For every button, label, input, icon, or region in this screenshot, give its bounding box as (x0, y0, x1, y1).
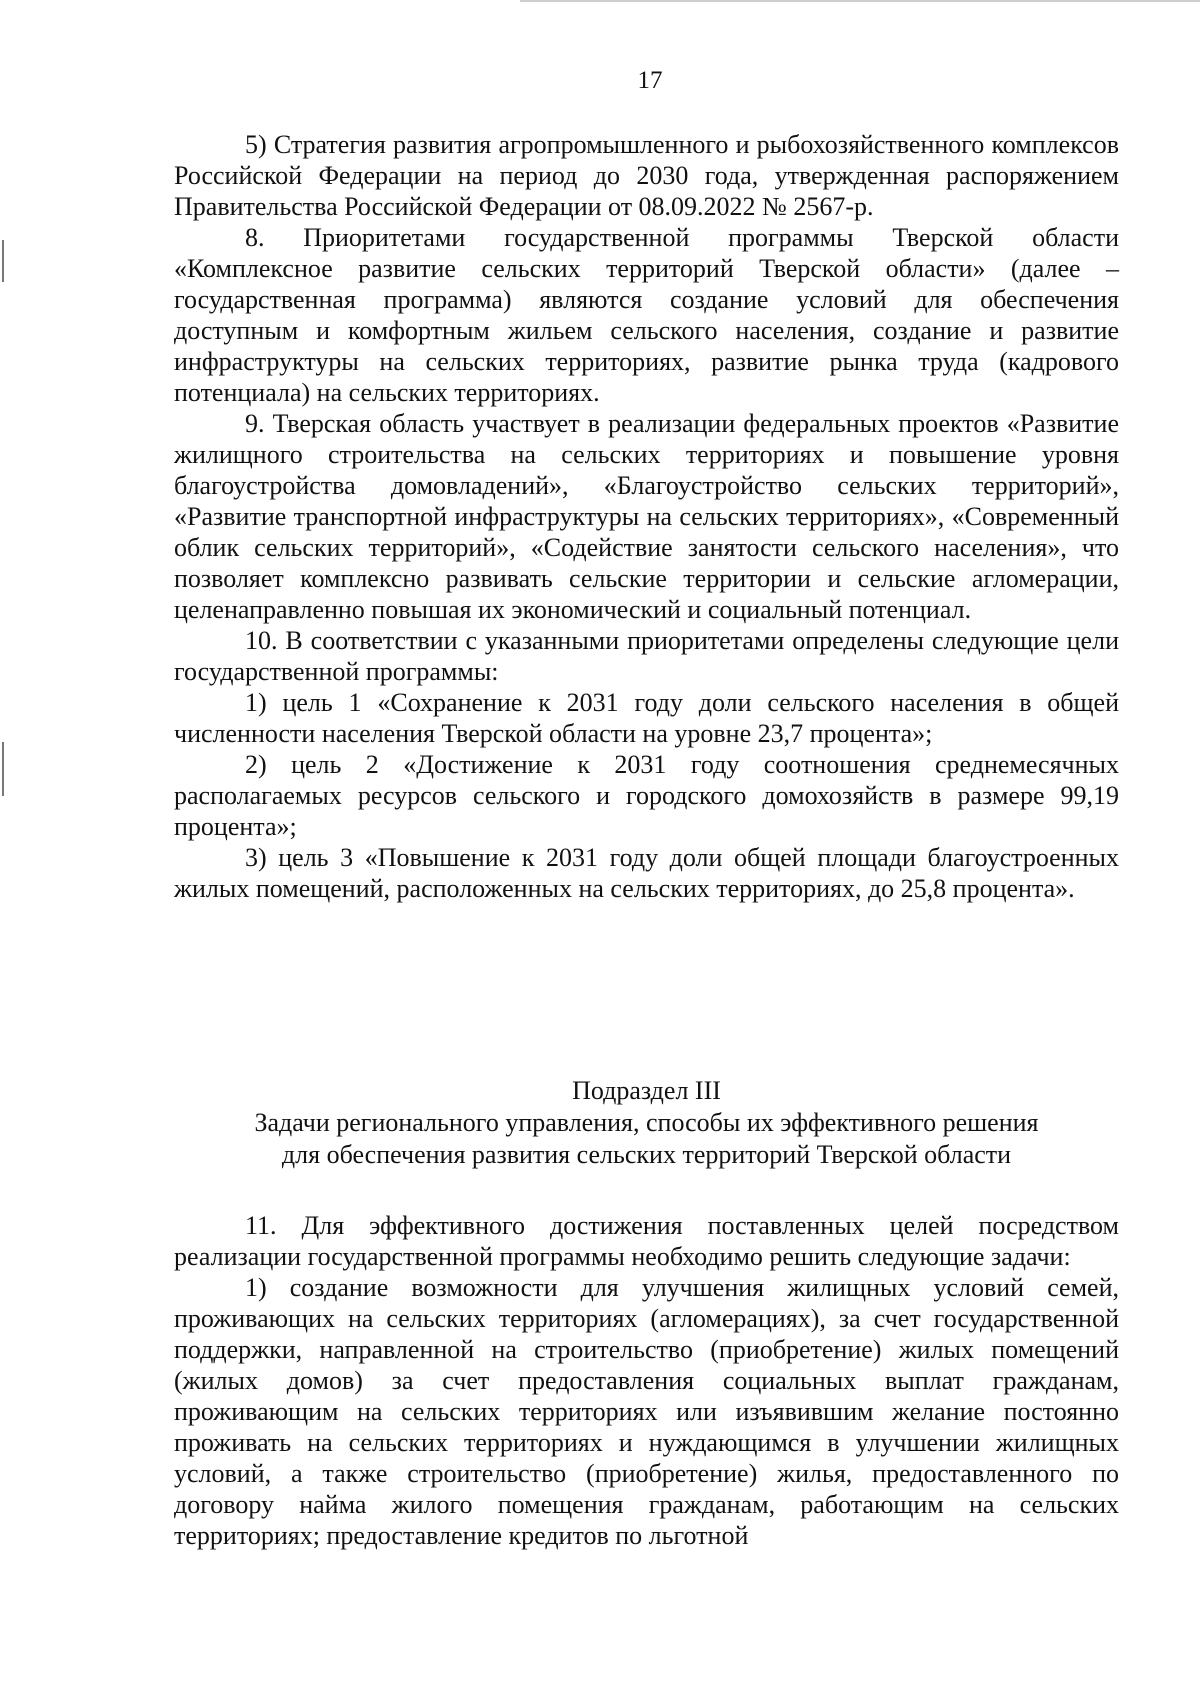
paragraph-strategy-item-5: 5) Стратегия развития агропромышленного и рыбохозяйственного комплексов Российской Федерации на период до 2030 года, утвержденная распоряжением Правительства Российской Федерации от 08.09.2022 № 2567-р. (174, 130, 1119, 221)
scan-edge-line (520, 0, 1200, 2)
body-text-bottom (174, 1210, 1119, 1551)
goal-2-item: 2) цель 2 «Достижение к 2031 году соотношения среднемесячных располагаемых ресурсов сельского и городского домохозяйств в размере 99,19 процента»; (174, 750, 1119, 841)
section-label: Подраздел III (572, 1076, 721, 1105)
paragraph-federal-projects-9: 9. Тверская область участвует в реализации федеральных проектов «Развитие жилищного строительства на сельских территориях и повышение уровня благоустройства домовладений», «Благоустройство сельских территорий», «Развитие транспортной инфраструктуры на сельских территориях», «Современный облик сельских территорий», «Содействие занятости сельского населения», что позволяет комплексно развивать сельские территории и сельские агломерации, целенаправленно повышая их экономический и социальный потенциал. (174, 409, 1119, 624)
scan-margin-mark (2, 742, 4, 796)
section-title-line-1: Задачи регионального управления, способы их эффективного решения (254, 1108, 1039, 1137)
paragraph-goals-10: 10. В соответствии с указанными приоритетами определены следующие цели государственной программы: (174, 626, 1119, 686)
task-1-item: 1) создание возможности для улучшения жилищных условий семей, проживающих на сельских территориях (агломерациях), за счет государственной поддержки, направленной на строительство (приобретение) жилых помещений (жилых домов) за счет предоставления социальных выплат гражданам, проживающим на сельских территориях или изъявившим желание постоянно проживать на сельских территориях и нуждающимся в улучшении жилищных условий, а также строительство (приобретение) жилья, предоставленного по договору найма жилого помещения гражданам, работающим на сельских территориях; предоставление кредитов по льготной (174, 1273, 1119, 1550)
section-heading (174, 1075, 1119, 1171)
scan-margin-mark (2, 240, 4, 282)
paragraph-tasks-11: 11. Для эффективного достижения поставленных целей посредством реализации государственной программы необходимо решить следующие задачи: (174, 1211, 1119, 1271)
page-number: 17 (637, 67, 663, 94)
paragraph-priorities-8: 8. Приоритетами государственной программы Тверской области «Комплексное развитие сельских территорий Тверской области» (далее – государственная программа) являются создание условий для обеспечения доступным и комфортным жильем сельского населения, создание и развитие инфраструктуры на сельских территориях, развитие рынка труда (кадрового потенциала) на сельских территориях. (174, 223, 1119, 407)
section-title-line-2: для обеспечения развития сельских территорий Тверской области (281, 1140, 1012, 1169)
goal-3-item: 3) цель 3 «Повышение к 2031 году доли общей площади благоустроенных жилых помещений, расположенных на сельских территориях, до 25,8 процента». (174, 843, 1119, 903)
body-text-top (174, 129, 1119, 904)
goal-1-item: 1) цель 1 «Сохранение к 2031 году доли сельского населения в общей численности населения Тверской области на уровне 23,7 процента»; (174, 688, 1119, 748)
